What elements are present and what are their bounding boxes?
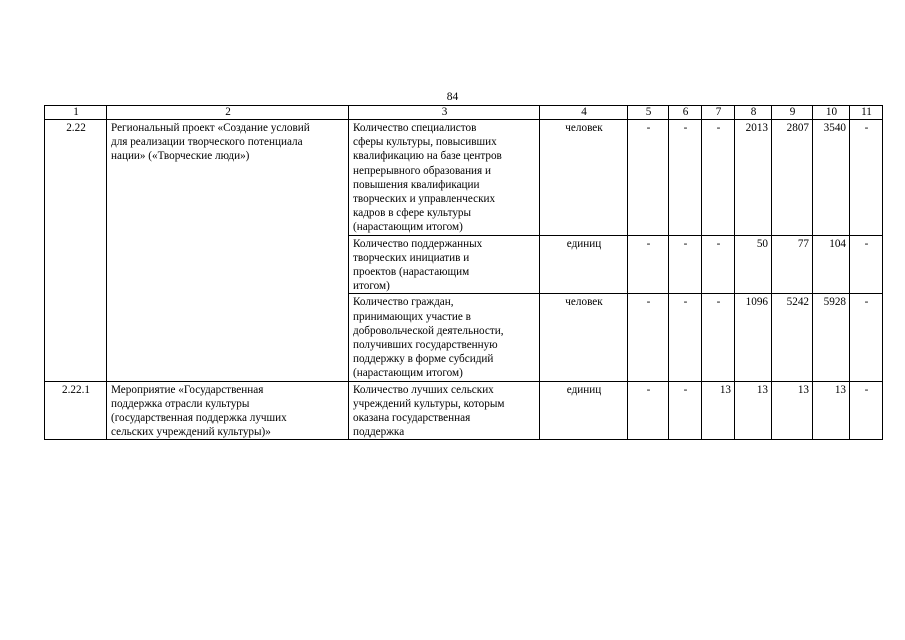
item-name-line: поддержка отрасли культуры [111,397,250,410]
indicator-line: сферы культуры, повысивших [353,136,497,149]
value-cell: 104 [813,235,850,294]
column-number: 1 [45,106,107,120]
indicator-name [349,294,540,381]
value-cell: - [850,381,883,440]
value-cell: - [669,235,702,294]
indicator-line: Количество поддержанных [353,237,483,250]
value-cell: - [702,294,735,381]
value-cell: - [850,120,883,236]
indicator-line: добровольческой деятельности, [353,324,504,337]
item-name [107,381,349,440]
column-number: 7 [702,106,735,120]
indicator-line: (нарастающим итогом) [353,367,463,380]
indicator-line: учреждений культуры, которым [353,397,505,410]
item-number: 2.22.1 [45,381,107,440]
value-cell: - [850,294,883,381]
value-cell: - [669,294,702,381]
indicator-line: Количество специалистов [353,122,477,134]
value-cell: 1096 [735,294,772,381]
value-cell: 13 [702,381,735,440]
column-number: 11 [850,106,883,120]
indicator-line: итогом) [353,280,390,293]
value-cell: 3540 [813,120,850,236]
indicator-line: повышения квалификации [353,178,480,191]
item-number: 2.22 [45,120,107,382]
indicator-line: творческих и управленческих [353,193,496,206]
value-cell: 77 [772,235,813,294]
value-cell: - [702,120,735,236]
indicator-line: проектов (нарастающим [353,266,470,279]
value-cell: 13 [813,381,850,440]
page-number: 84 [446,91,459,103]
indicator-line: творческих инициатив и [353,251,470,264]
item-name-line: (государственная поддержка лучших [111,412,287,425]
column-number: 2 [107,106,349,120]
indicator-line: поддержку в форме субсидий [353,353,494,366]
value-cell: - [628,120,669,236]
indicator-name [349,235,540,294]
value-cell: - [850,235,883,294]
table-row [45,381,883,440]
indicator-line: поддержка [353,426,405,439]
value-cell: 5928 [813,294,850,381]
column-number: 6 [669,106,702,120]
indicator-line: получивших государственную [353,339,498,352]
column-number: 3 [349,106,540,120]
item-name-line: нации» («Творческие люди») [111,150,250,163]
indicator-name [349,120,540,236]
indicators-table [44,105,883,440]
column-number: 5 [628,106,669,120]
indicator-name [349,381,540,440]
unit-cell: единиц [540,381,628,440]
indicator-line: Количество лучших сельских [353,383,494,396]
indicator-line: оказана государственная [353,412,471,425]
table-header-row [45,106,883,120]
item-name-line: сельских учреждений культуры)» [111,426,271,439]
column-number: 10 [813,106,850,120]
item-name-line: Мероприятие «Государственная [111,383,264,396]
value-cell: - [628,294,669,381]
column-number: 4 [540,106,628,120]
column-number: 9 [772,106,813,120]
indicator-line: непрерывного образования и [353,164,491,177]
value-cell: - [628,235,669,294]
unit-cell: человек [540,120,628,236]
indicator-line: принимающих участие в [353,310,471,323]
item-name-line: для реализации творческого потенциала [111,136,303,149]
table-row [45,120,883,236]
value-cell: - [669,381,702,440]
value-cell: - [628,381,669,440]
value-cell: - [702,235,735,294]
indicator-line: кадров в сфере культуры [353,207,472,220]
item-name-line: Региональный проект «Создание условий [111,122,310,134]
indicator-line: квалификацию на базе центров [353,150,502,163]
item-name [107,120,349,382]
unit-cell: единиц [540,235,628,294]
value-cell: 13 [772,381,813,440]
column-number: 8 [735,106,772,120]
value-cell: 13 [735,381,772,440]
value-cell: 5242 [772,294,813,381]
value-cell: - [669,120,702,236]
unit-cell: человек [540,294,628,381]
indicator-line: (нарастающим итогом) [353,221,463,234]
indicator-line: Количество граждан, [353,296,454,309]
value-cell: 2807 [772,120,813,236]
value-cell: 2013 [735,120,772,236]
value-cell: 50 [735,235,772,294]
